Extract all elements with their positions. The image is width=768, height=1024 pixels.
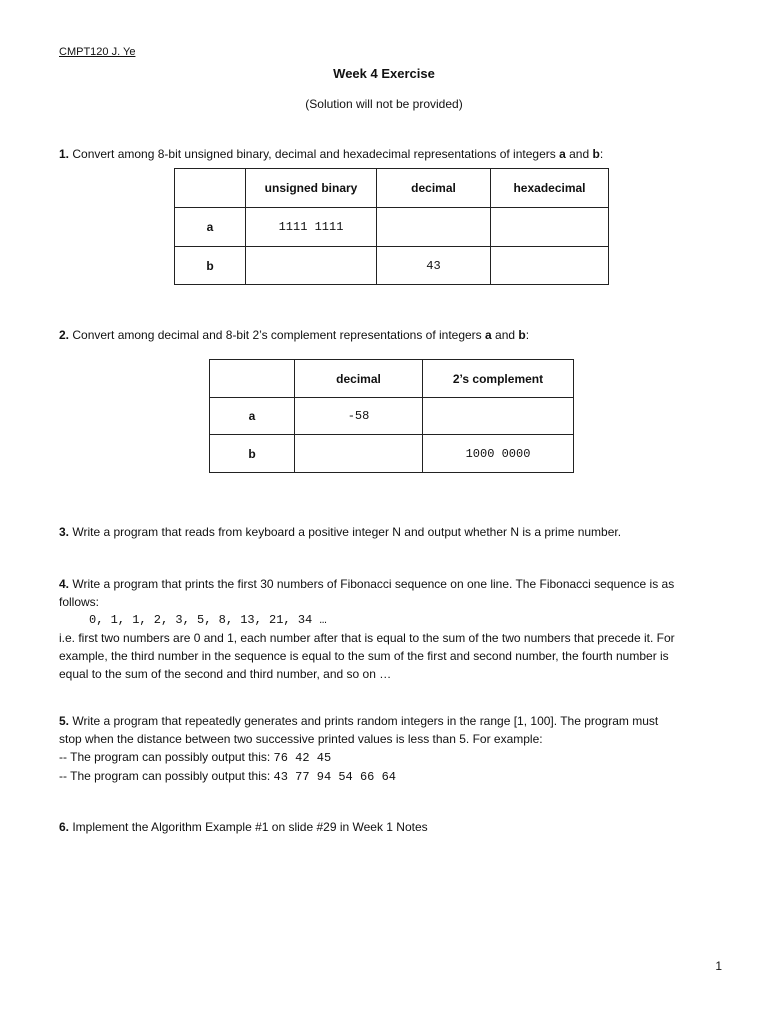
- question-5: [59, 712, 721, 786]
- header-cell-empty: [210, 360, 295, 398]
- colon: :: [525, 328, 530, 342]
- table-q1: [174, 168, 609, 285]
- conjunction: and: [491, 328, 519, 342]
- row-label: a: [175, 208, 246, 247]
- question-2: [59, 326, 721, 344]
- header-cell-decimal: decimal: [377, 169, 491, 208]
- table-header-row: [210, 360, 574, 398]
- question-1-number: 1.: [59, 147, 70, 161]
- page-subtitle: (Solution will not be provided): [305, 97, 463, 111]
- question-1-text: Convert among 8-bit unsigned binary, decimal and hexadecimal representations of integers: [69, 147, 560, 161]
- question-4-number: 4.: [59, 577, 70, 591]
- table-row: [175, 247, 609, 285]
- question-5-line-2: stop when the distance between two successive printed values is less than 5. For example:: [59, 732, 543, 746]
- question-2-text: Convert among decimal and 8-bit 2’s complement representations of integers: [69, 328, 486, 342]
- cell-decimal: [295, 435, 423, 473]
- cell-decimal: 43: [377, 247, 491, 285]
- question-3-number: 3.: [59, 525, 70, 539]
- question-5-text: Write a program that repeatedly generates and prints random integers in the range [1, 100]. The program must: [69, 714, 659, 728]
- question-3: [59, 523, 721, 541]
- question-5-line-1: [59, 712, 721, 730]
- cell-twos-complement: 1000 0000: [423, 435, 574, 473]
- question-4-text: Write a program that prints the first 30 numbers of Fibonacci sequence on one line. The Fibonacci sequence is as: [69, 577, 675, 591]
- table-row: [210, 398, 574, 435]
- table-q2: [209, 359, 574, 473]
- row-label: b: [210, 435, 295, 473]
- example-1: [59, 748, 721, 767]
- var-b: b: [518, 328, 526, 342]
- page-title: Week 4 Exercise: [333, 66, 435, 81]
- page-number: 1: [715, 959, 722, 973]
- course-header: CMPT120 J. Ye: [59, 46, 136, 58]
- example-2-label: -- The program can possibly output this:: [59, 769, 274, 783]
- example-2-value: 43 77 94 54 66 64: [273, 770, 396, 784]
- question-6-text: Implement the Algorithm Example #1 on slide #29 in Week 1 Notes: [69, 820, 428, 834]
- table-row: [175, 208, 609, 247]
- cell-decimal: -58: [295, 398, 423, 435]
- question-4: [59, 575, 721, 683]
- header-cell-twos-complement: 2’s complement: [423, 360, 574, 398]
- header-cell-decimal: decimal: [295, 360, 423, 398]
- cell-binary: 1111 1111: [246, 208, 377, 247]
- question-1: [59, 145, 721, 163]
- table-header-row: [175, 169, 609, 208]
- header-cell-binary: unsigned binary: [246, 169, 377, 208]
- question-4-line-2: follows:: [59, 595, 100, 609]
- var-a: a: [559, 147, 566, 161]
- table-row: [210, 435, 574, 473]
- question-4-line-1: [59, 575, 721, 593]
- header-cell-empty: [175, 169, 246, 208]
- cell-twos-complement: [423, 398, 574, 435]
- question-4-line-5: equal to the sum of the second and third number, and so on …: [59, 667, 392, 681]
- cell-hex: [491, 247, 609, 285]
- question-5-number: 5.: [59, 714, 70, 728]
- example-1-value: 76 42 45: [273, 751, 332, 765]
- cell-hex: [491, 208, 609, 247]
- example-1-label: -- The program can possibly output this:: [59, 750, 274, 764]
- example-2: [59, 767, 721, 786]
- question-6: [59, 818, 721, 836]
- var-a: a: [485, 328, 492, 342]
- var-b: b: [592, 147, 600, 161]
- cell-decimal: [377, 208, 491, 247]
- fibonacci-sequence: 0, 1, 1, 2, 3, 5, 8, 13, 21, 34 …: [89, 613, 327, 627]
- cell-binary: [246, 247, 377, 285]
- question-4-line-3: i.e. first two numbers are 0 and 1, each number after that is equal to the sum of the two numbers that precede it. For: [59, 631, 675, 645]
- question-6-number: 6.: [59, 820, 70, 834]
- header-cell-hex: hexadecimal: [491, 169, 609, 208]
- conjunction: and: [565, 147, 593, 161]
- row-label: b: [175, 247, 246, 285]
- question-3-text: Write a program that reads from keyboard a positive integer N and output whether N is a prime number.: [69, 525, 622, 539]
- row-label: a: [210, 398, 295, 435]
- question-2-number: 2.: [59, 328, 70, 342]
- question-4-line-4: example, the third number in the sequence is equal to the sum of the first and second number, the fourth number is: [59, 649, 669, 663]
- colon: :: [599, 147, 604, 161]
